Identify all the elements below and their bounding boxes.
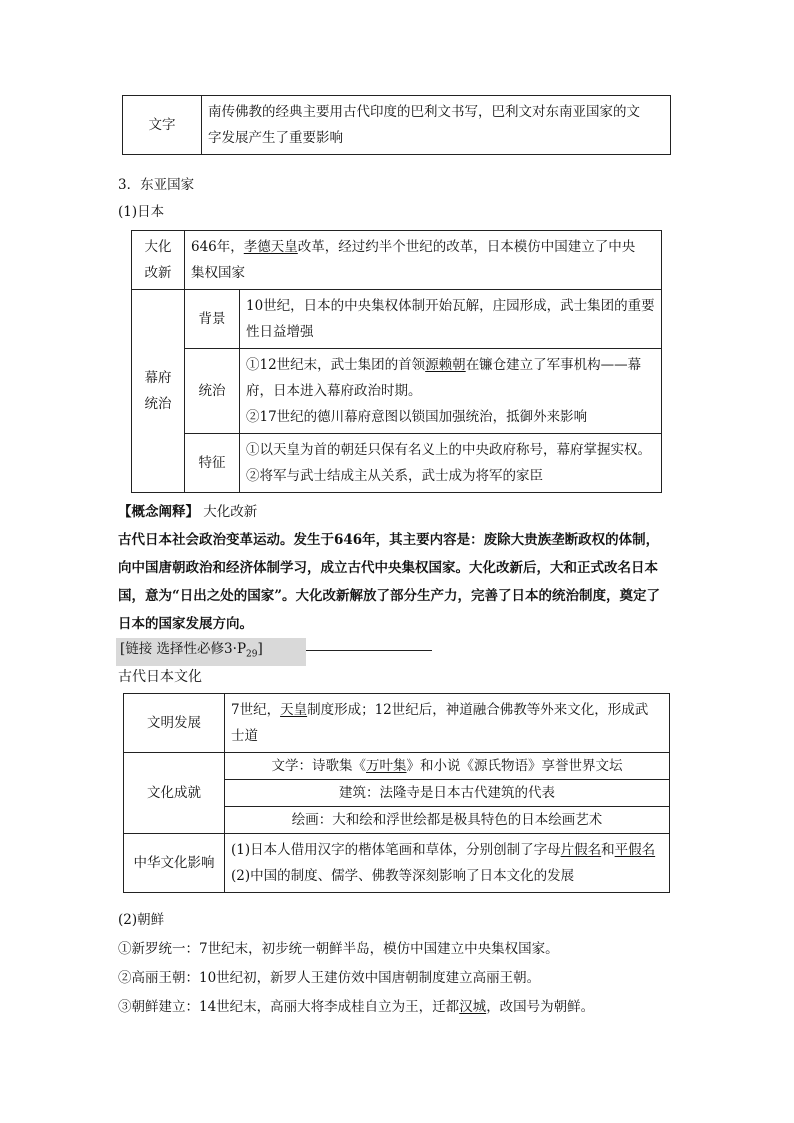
background-content [240, 290, 662, 349]
underlined-term: 片假名 [560, 842, 602, 858]
writing-table [122, 95, 671, 155]
underlined-term: 万叶集 [366, 758, 407, 774]
text-line: 性日益增强 [246, 324, 314, 340]
culture-table [123, 693, 670, 893]
concept-heading [118, 498, 688, 526]
link-text: [链接 选择性必修3·P [120, 641, 247, 657]
rule-content [240, 349, 662, 434]
text-line [231, 837, 663, 863]
underlined-term: 天皇 [280, 702, 308, 718]
achievement-architecture: 建筑：法隆寺是日本古代建筑的代表 [225, 780, 670, 807]
row-label-writing: 文字 [123, 96, 202, 155]
korea-block [118, 906, 718, 1022]
text: 文学：诗歌集《 [271, 758, 366, 774]
text: 7世纪， [231, 702, 281, 718]
text-line: 府，日本进入幕府政治时期。 [246, 383, 422, 399]
sublabel-background: 背景 [185, 290, 240, 349]
link-page: 29 [246, 649, 258, 660]
text: 制度形成；12世纪后，神道融合佛教等外来文化，形成武 [307, 702, 649, 718]
label-line: 幕府 [144, 370, 172, 386]
section-heading-east-asia: 3．东亚国家 [118, 177, 195, 193]
korea-line [118, 993, 718, 1022]
text-line [191, 234, 655, 260]
text: ，改国号为朝鲜。 [486, 999, 595, 1015]
row-label-civilization: 文明发展 [124, 694, 225, 753]
korea-line: ②高丽王朝：10世纪初，新罗人王建仿效中国唐朝制度建立高丽王朝。 [118, 970, 541, 986]
achievement-literature [225, 753, 670, 780]
text-line: 南传佛教的经典主要用古代印度的巴利文书写，巴利文对东南亚国家的文 [208, 104, 640, 120]
underlined-term: 平假名 [614, 842, 656, 858]
text-line: 士道 [231, 728, 258, 744]
text-line: 字发展产生了重要影响 [208, 130, 343, 146]
concept-line: 日本的国家发展方向。 [118, 616, 253, 632]
culture-heading: 古代日本文化 [118, 669, 202, 685]
text: 646年， [191, 239, 244, 255]
concept-line: 古代日本社会政治变革运动。发生于646年，其主要内容是：废除大贵族垄断政权的体制， [118, 532, 660, 548]
text: 改革，经过约半个世纪的改革，日本模仿中国建立了中央 [297, 239, 636, 255]
text: (1)日本人借用汉字的楷体笔画和草体，分别创制了字母 [231, 842, 561, 858]
text: 和 [601, 842, 615, 858]
concept-line: 国，意为“日出之处的国家”。大化改新解放了部分生产力，完善了日本的统治制度，奠定了 [118, 588, 661, 604]
text-line: 集权国家 [191, 265, 245, 281]
link-reference-box [116, 638, 306, 666]
text-line [231, 697, 663, 723]
concept-tag: 【概念阐释】 [118, 504, 199, 520]
underlined-term: 汉城 [459, 999, 487, 1015]
label-line: 大化 [144, 239, 172, 255]
row-label-shogunate [132, 290, 185, 493]
text-line: ②将军与武士结成主从关系，武士成为将军的家臣 [246, 468, 543, 484]
subheading-japan: (1)日本 [118, 204, 165, 220]
sublabel-features: 特征 [185, 434, 240, 493]
label-line: 改新 [144, 265, 172, 281]
concept-line: 向中国唐朝政治和经济体制学习，成立古代中央集权国家。大化改新后，大和正式改名日本 [118, 560, 658, 576]
concept-title: 大化改新 [203, 504, 258, 520]
korea-line: ①新罗统一：7世纪末，初步统一朝鲜半岛，模仿中国建立中央集权国家。 [118, 941, 559, 957]
writing-content [202, 96, 671, 155]
achievement-painting: 绘画：大和绘和浮世绘都是极具特色的日本绘画艺术 [225, 807, 670, 834]
japan-table [131, 230, 662, 493]
chinese-influence-content [225, 834, 670, 893]
text: 》和小说《源氏物语》享誉世界文坛 [406, 758, 623, 774]
taika-content [185, 231, 662, 290]
sublabel-rule: 统治 [185, 349, 240, 434]
text-line: 10世纪，日本的中央集权体制开始瓦解，庄园形成，武士集团的重要 [246, 298, 655, 314]
row-label-taika [132, 231, 185, 290]
text: ③朝鲜建立：14世纪末，高丽大将李成桂自立为王，迁都 [118, 999, 460, 1015]
korea-heading: (2)朝鲜 [118, 912, 165, 928]
row-label-achievements: 文化成就 [124, 753, 225, 834]
features-content [240, 434, 662, 493]
concept-block [118, 498, 688, 638]
row-label-chinese-influence: 中华文化影响 [124, 834, 225, 893]
underlined-term: 孝德天皇 [243, 239, 298, 255]
text-line: ①以天皇为首的朝廷只保有名义上的中央政府称号，幕府掌握实权。 [246, 442, 651, 458]
underlined-term: 源赖朝 [425, 357, 466, 373]
link-end: ] [257, 641, 263, 657]
link-rule-line [306, 650, 432, 651]
link-reference [116, 638, 306, 660]
text-line [246, 352, 655, 378]
text: ①12世纪末，武士集团的首领 [246, 357, 426, 373]
text-line: ②17世纪的德川幕府意图以锁国加强统治，抵御外来影响 [246, 409, 588, 425]
label-line: 统治 [144, 396, 172, 412]
text-line: (2)中国的制度、儒学、佛教等深刻影响了日本文化的发展 [231, 868, 575, 884]
text: 在镰仓建立了军事机构——幕 [465, 357, 642, 373]
civilization-content [225, 694, 670, 753]
